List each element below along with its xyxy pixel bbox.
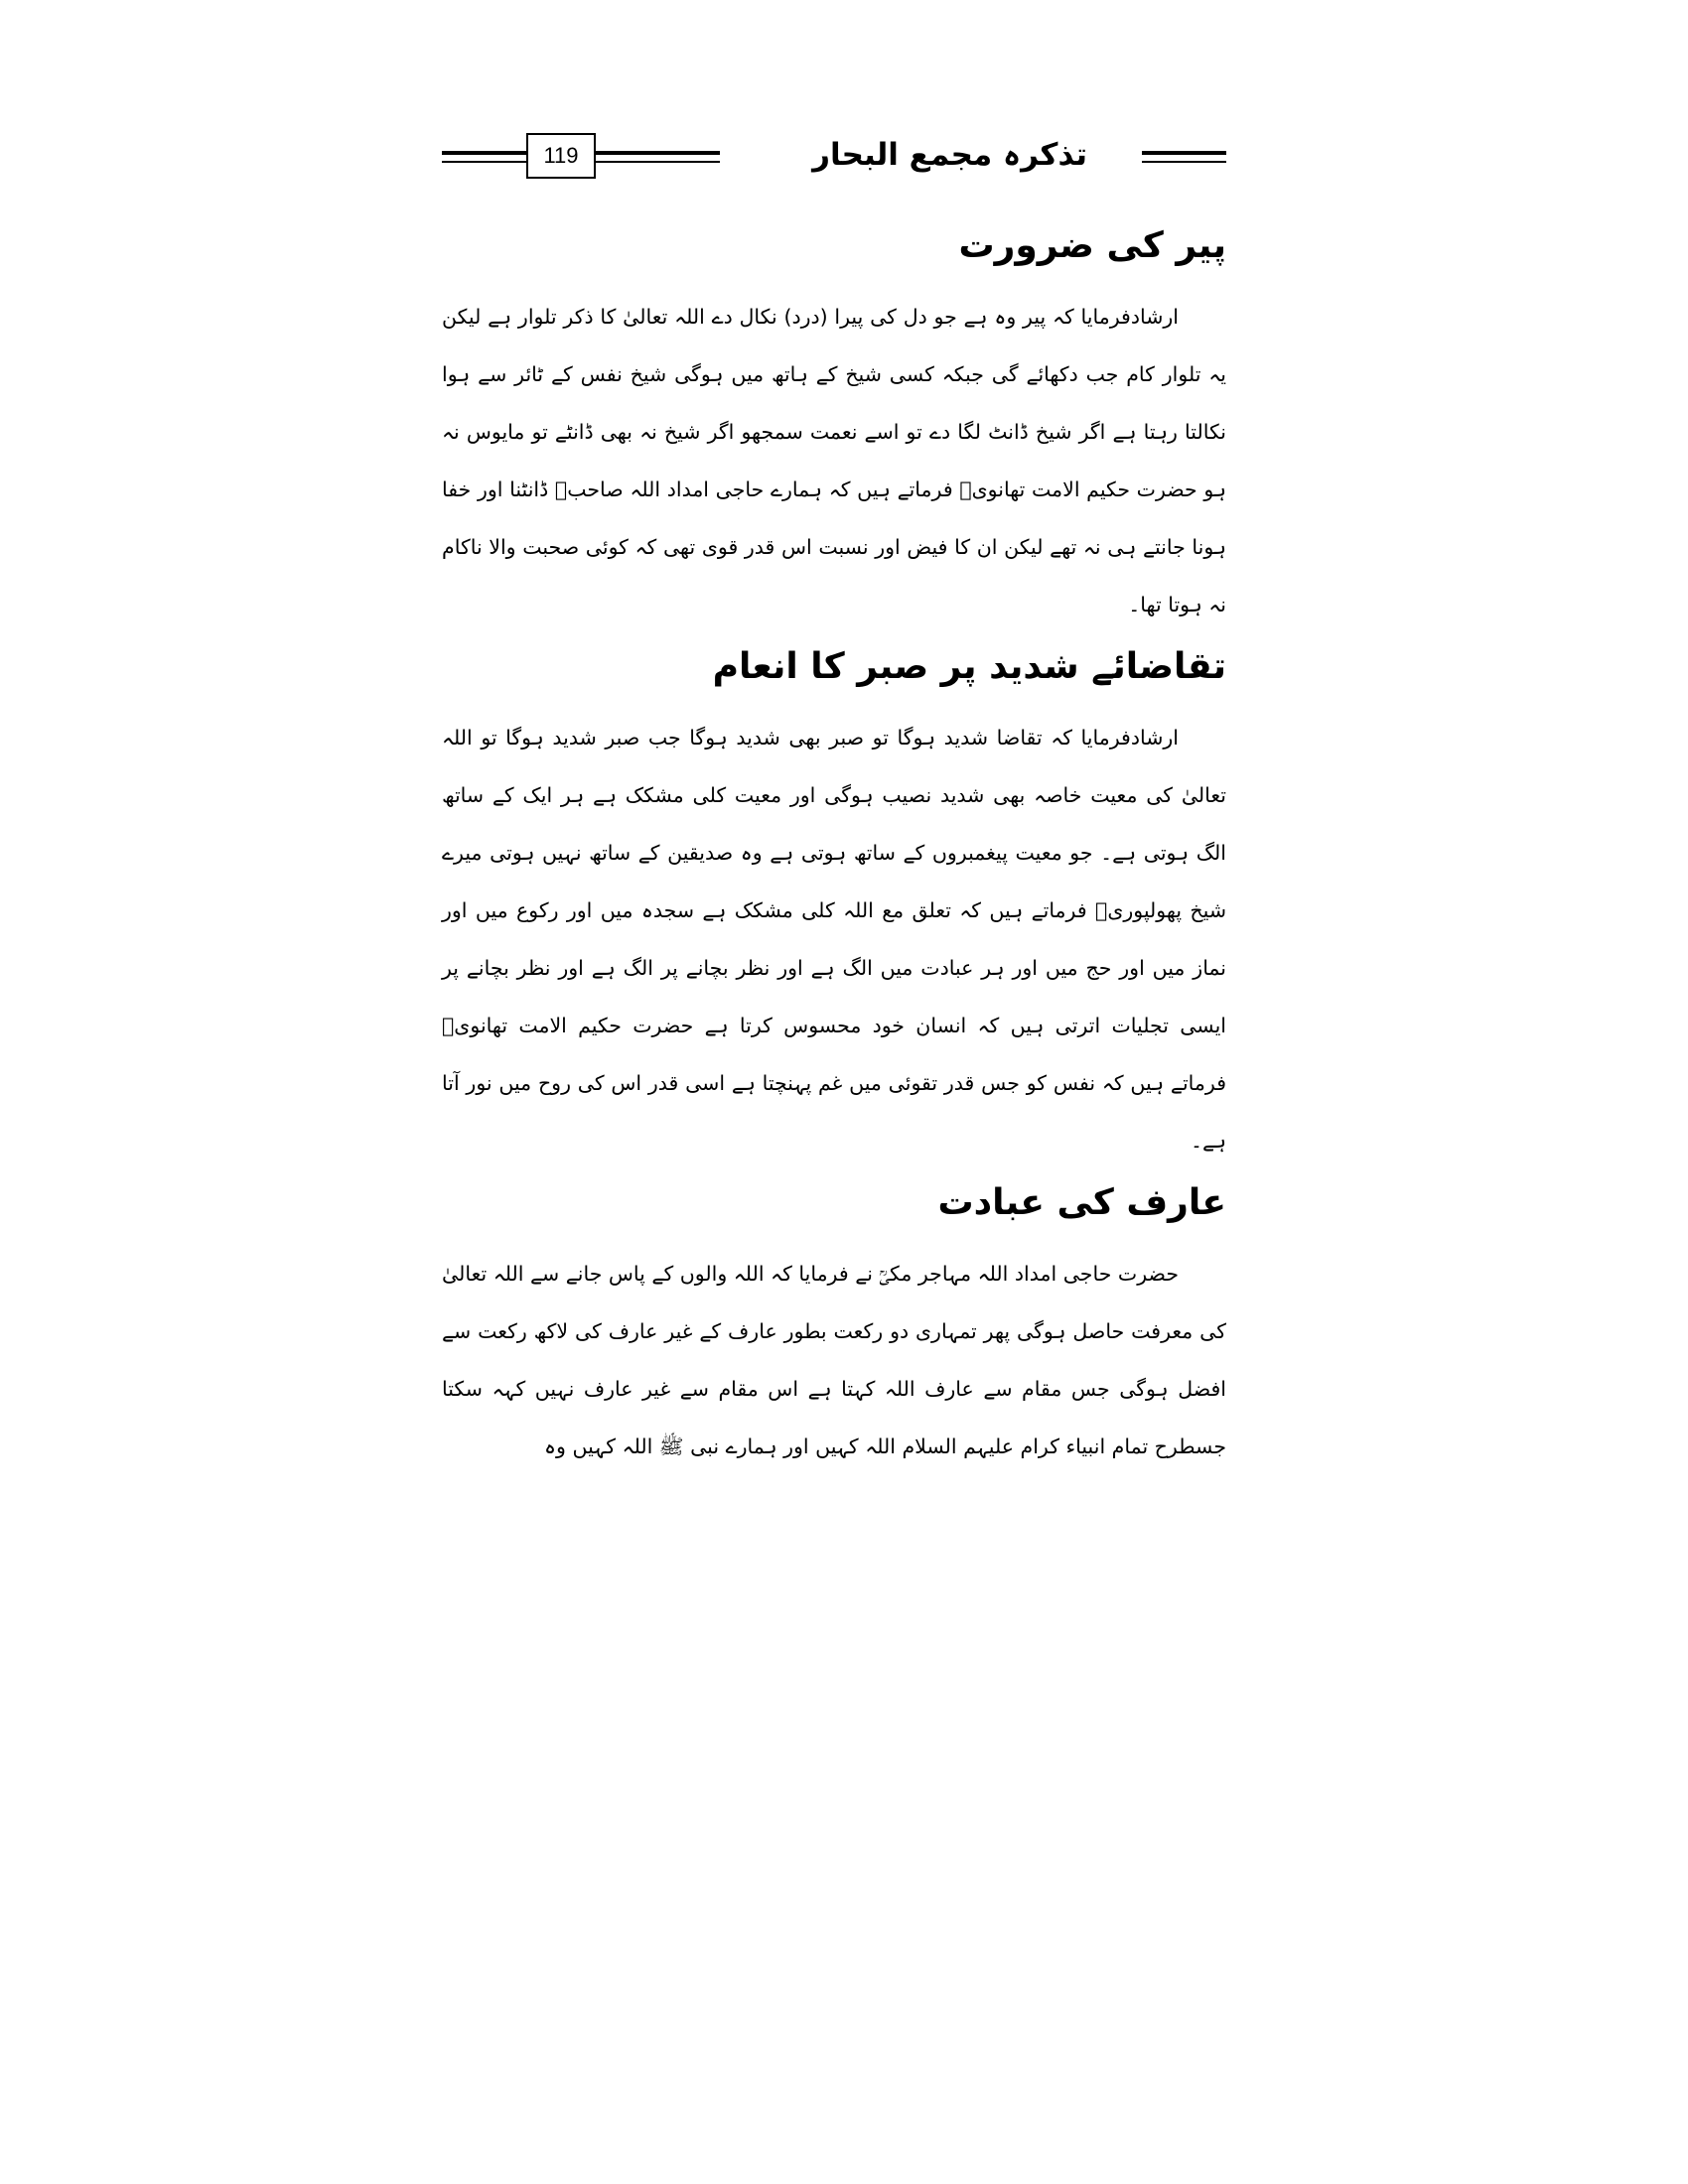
header-rule-right-upper: [1142, 151, 1226, 155]
section-peer-ki-zaroorat: [442, 218, 1226, 633]
section-paragraph: [442, 288, 1226, 633]
page-content: [442, 218, 1226, 1481]
section-arif-ki-ibadat: [442, 1175, 1226, 1475]
header-rule-left-upper: [442, 151, 526, 155]
section-taqaza-e-shadeed: [442, 639, 1226, 1169]
book-page: [442, 129, 1226, 1618]
header-rule-right-lower: [1142, 161, 1226, 163]
section-paragraph: [442, 709, 1226, 1169]
header-rule-middle-lower: [596, 161, 720, 163]
section-heading: عارف کی عبادت: [937, 1182, 1226, 1223]
section-heading: پیر کی ضرورت: [958, 225, 1226, 266]
book-title: تذکرہ مجمع البحار: [812, 137, 1087, 173]
section-paragraph: [442, 1245, 1226, 1475]
header-rule-left-lower: [442, 161, 526, 163]
paragraph-text: ارشادفرمایا کہ تقاضا شدید ہوگا تو صبر بھی شدید ہوگا جب صبر شدید ہوگا تو اللہ تعالیٰ کی معیت خاصہ بھی شدید نصیب ہوگی اور معیت کلی مشکک ہے ہر ایک کے ساتھ الگ ہوتی ہے۔ جو معیت پیغمبروں کے ساتھ ہوتی ہے وہ صدیقین کے ساتھ نہیں ہوتی میرے شیخ پھولپوریؒ فرماتے ہیں کہ تعلق مع اللہ کلی مشکک ہے سجدہ میں اور رکوع میں اور نماز میں اور حج میں اور ہر عبادت میں الگ ہے اور نظر بچانے پر الگ ہے اور نظر بچانے پر ایسی تجلیات اترتی ہیں کہ انسان خود محسوس کرتا ہے حضرت حکیم الامت تھانویؒ فرماتے ہیں کہ نفس کو جس قدر تقوئی میں غم پہنچتا ہے اسی قدر اس کی روح میں نور آتا ہے۔: [442, 726, 1226, 1153]
paragraph-text: ارشادفرمایا کہ پیر وہ ہے جو دل کی پیرا (درد) نکال دے اللہ تعالیٰ کا ذکر تلوار ہے لیکن یہ تلوار کام جب دکھائے گی جبکہ کسی شیخ کے ہاتھ میں ہوگی شیخ نفس کے ٹائر سے ہوا نکالتا رہتا ہے اگر شیخ ڈانٹ لگا دے تو اسے نعمت سمجھو اگر شیخ نہ بھی ڈانٹے تو مایوس نہ ہو حضرت حکیم الامت تھانویؒ فرماتے ہیں کہ ہمارے حاجی امداد اللہ صاحبؒ ڈانٹنا اور خفا ہونا جانتے ہی نہ تھے لیکن ان کا فیض اور نسبت اس قدر قوی تھی کہ کوئی صحبت والا ناکام نہ ہوتا تھا۔: [442, 305, 1226, 616]
paragraph-text: حضرت حاجی امداد اللہ مہاجر مکیؒ نے فرمایا کہ اللہ والوں کے پاس جانے سے اللہ تعالیٰ کی معرفت حاصل ہوگی پھر تمہاری دو رکعت بطور عارف کے غیر عارف کی لاکھ رکعت سے افضل ہوگی جس مقام سے عارف اللہ کہتا ہے اس مقام سے غیر عارف نہیں کہہ سکتا جسطرح تمام انبیاء کرام علیہم السلام اللہ کہیں اور ہمارے نبی ﷺ اللہ کہیں وہ: [442, 1262, 1226, 1458]
section-heading: تقاضائے شدید پر صبر کا انعام: [712, 646, 1226, 687]
running-header: [442, 129, 1226, 189]
header-rule-middle-upper: [596, 151, 720, 155]
page-number: 119: [526, 133, 596, 179]
